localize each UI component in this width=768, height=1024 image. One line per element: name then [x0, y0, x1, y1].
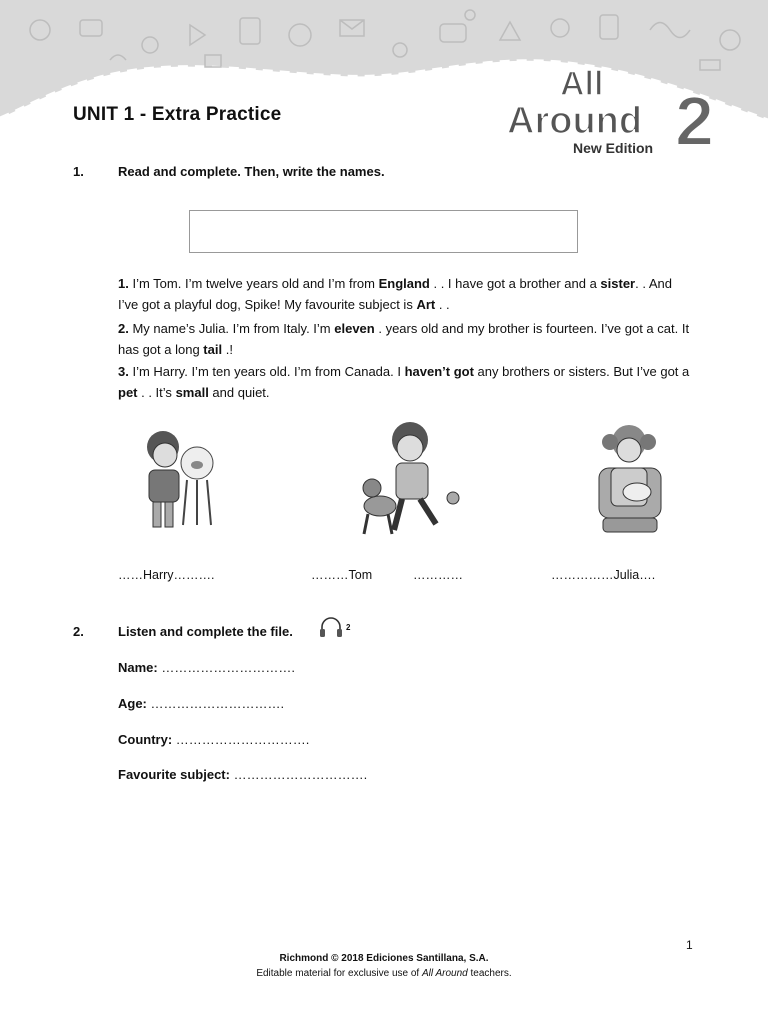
text: My name’s Julia. I’m from Italy. I’m: [132, 321, 335, 336]
answer-line-4: ……………Julia….: [551, 568, 656, 582]
paragraph-number: 2.: [118, 321, 129, 336]
answer-word: haven’t got: [404, 364, 474, 379]
paragraph-1: [118, 273, 693, 315]
text: I’m Tom. I’m twelve years old and I’m from: [132, 276, 379, 291]
text: . . And I’ve got a playful dog, Spike! My favourite subject is: [118, 276, 672, 312]
logo-edition: New Edition: [573, 140, 654, 156]
name-field: [118, 660, 295, 675]
text: and quiet.: [208, 385, 270, 400]
track-number: 2: [346, 623, 351, 632]
text: . . It’s: [137, 385, 176, 400]
unit-title: UNIT 1 - Extra Practice: [73, 104, 282, 125]
field-dots: ………………………….: [161, 660, 295, 675]
answer-line-2: ………Tom: [311, 568, 373, 582]
field-label: Age:: [118, 696, 147, 711]
usage-note-text: teachers.: [467, 968, 512, 979]
field-label: Country:: [118, 732, 173, 747]
text: any brothers or sisters. But I’ve got a: [473, 364, 690, 379]
logo-line2: Around: [507, 100, 643, 142]
boy-with-dog-illustration: [358, 418, 463, 540]
text: . . I have got a brother and a: [429, 276, 601, 291]
exercise2-number: 2.: [73, 624, 84, 639]
exercise1-number: 1.: [73, 164, 84, 179]
country-field: [118, 732, 309, 747]
exercise2-instruction: Listen and complete the file.: [118, 624, 293, 639]
girl-with-cat-illustration: [585, 418, 675, 540]
field-label: Name:: [118, 660, 158, 675]
paragraph-number: 1.: [118, 276, 129, 291]
logo-line1: All: [560, 65, 604, 103]
page-number: 1: [686, 938, 693, 952]
all-around-logo: [505, 65, 735, 160]
exercise1-instruction: Read and complete. Then, write the names.: [118, 164, 385, 179]
text: .!: [222, 342, 233, 357]
field-label: Favourite subject:: [118, 767, 230, 782]
usage-note-text: Editable material for exclusive use of: [256, 968, 422, 979]
answer-line-1: ……Harry……….: [118, 568, 215, 582]
text: . .: [435, 297, 450, 312]
boy-with-fishbowl-illustration: [135, 425, 225, 535]
answer-word: tail: [203, 342, 223, 357]
usage-note-title: All Around: [421, 968, 468, 979]
answer-word: Art: [416, 297, 436, 312]
field-dots: ………………………….: [233, 767, 368, 782]
field-dots: ………………………….: [150, 696, 285, 711]
age-field: [118, 696, 284, 711]
paragraph-3: [118, 361, 693, 403]
answer-line-3: …………: [413, 568, 463, 582]
answer-word: sister: [600, 276, 636, 291]
answer-word: small: [175, 385, 209, 400]
answer-word: pet: [118, 385, 138, 400]
logo-number: 2: [675, 82, 714, 160]
favourite-subject-field: [118, 767, 367, 782]
word-box: [189, 210, 578, 253]
answer-word: eleven: [334, 321, 375, 336]
answer-word: England: [378, 276, 430, 291]
field-dots: ………………………….: [175, 732, 310, 747]
copyright: Richmond © 2018 Ediciones Santillana, S.A.: [279, 953, 489, 964]
paragraph-2: [118, 318, 693, 360]
usage-note: [0, 968, 768, 979]
text: I’m Harry. I’m ten years old. I’m from Canada. I: [132, 364, 405, 379]
headphones-icon: [318, 616, 344, 638]
paragraph-number: 3.: [118, 364, 129, 379]
text: . years old and my brother is fourteen. I’ve got a cat. It has got a long: [118, 321, 690, 357]
